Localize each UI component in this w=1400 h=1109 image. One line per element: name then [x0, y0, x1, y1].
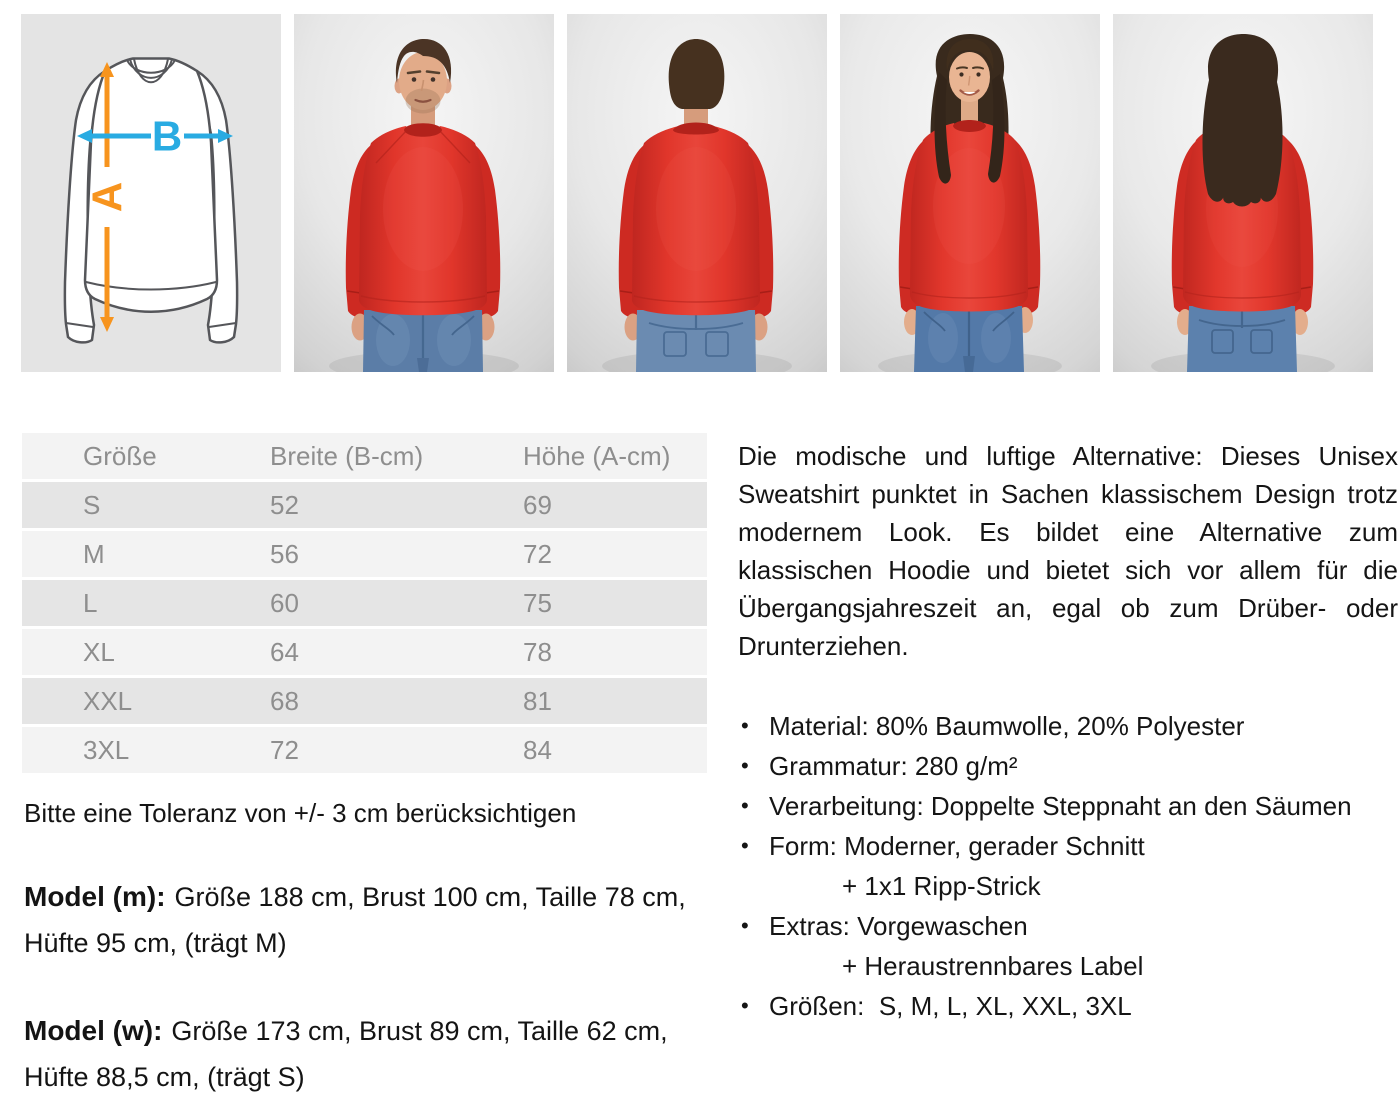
measure-b-label: B [151, 112, 183, 160]
bullet-icon: • [741, 993, 749, 1018]
table-row-xxl: XXL 68 81 [22, 678, 707, 724]
feature-item-extras: • Extras: Vorgewaschen + Heraustrennbares Label [738, 906, 1400, 986]
model-photo-woman-back [1113, 14, 1373, 372]
feature-list [738, 706, 1400, 1026]
feature-subline: + Heraustrennbares Label [842, 951, 1144, 981]
feature-subline: + 1x1 Ripp-Strick [842, 871, 1041, 901]
feature-item-form: • Form: Moderner, gerader Schnitt + 1x1 Ripp-Strick [738, 826, 1400, 906]
model-photo-man-back [567, 14, 827, 372]
model-photo-woman-front [840, 14, 1100, 372]
table-row-s: S 52 69 [22, 482, 707, 528]
feature-item-groessen: • Größen: S, M, L, XL, XXL, 3XL [738, 986, 1400, 1026]
model-w-label: Model (w): [24, 1015, 163, 1046]
col-header-breite: Breite (B-cm) [270, 440, 424, 471]
bullet-icon: • [741, 833, 749, 858]
col-header-hoehe: Höhe (A-cm) [523, 440, 671, 471]
feature-item-verarbeitung: • Verarbeitung: Doppelte Steppnaht an den Säumen [738, 786, 1400, 826]
table-row-xl: XL 64 78 [22, 629, 707, 675]
size-table-header-row [22, 433, 707, 479]
feature-item-grammatur: • Grammatur: 280 g/m² [738, 746, 1400, 786]
model-photo-man-front [294, 14, 554, 372]
bullet-icon: • [741, 713, 749, 738]
table-row-l: L 60 75 [22, 580, 707, 626]
model-m-info [24, 874, 712, 966]
bullet-icon: • [741, 753, 749, 778]
tolerance-note: Bitte eine Toleranz von +/- 3 cm berücksichtigen [24, 798, 577, 828]
product-description: Die modische und luftige Alternative: Dieses Unisex Sweatshirt punktet in Sachen klassischem Design trotz modernem Look. Es bildet eine Alternative zum klassischen Hoodie und bietet sich vor allem für die Übergangsjahreszeit an, egal ob zum Drüber- oder Drunterziehen. [738, 441, 1398, 661]
table-row-m: M 56 72 [22, 531, 707, 577]
size-table [22, 430, 707, 776]
table-row-3xl: 3XL 72 84 [22, 727, 707, 773]
model-w-info [24, 1008, 712, 1100]
model-m-details: Größe 188 cm, Brust 100 cm, Taille 78 cm, Hüfte 95 cm, (trägt M) [24, 882, 686, 958]
col-header-groesse: Größe [83, 440, 157, 471]
sweatshirt-measure-diagram [21, 14, 281, 372]
model-w-details: Größe 173 cm, Brust 89 cm, Taille 62 cm, Hüfte 88,5 cm, (trägt S) [24, 1016, 668, 1092]
size-diagram-image [21, 14, 281, 372]
description-column [712, 430, 1400, 1100]
product-image-row [0, 0, 1400, 372]
feature-item-material: • Material: 80% Baumwolle, 20% Polyester [738, 706, 1400, 746]
product-details [0, 372, 1400, 1100]
measure-a-label: A [83, 181, 131, 213]
bullet-icon: • [741, 793, 749, 818]
bullet-icon: • [741, 913, 749, 938]
size-info-column [22, 430, 712, 1100]
model-m-label: Model (m): [24, 881, 166, 912]
